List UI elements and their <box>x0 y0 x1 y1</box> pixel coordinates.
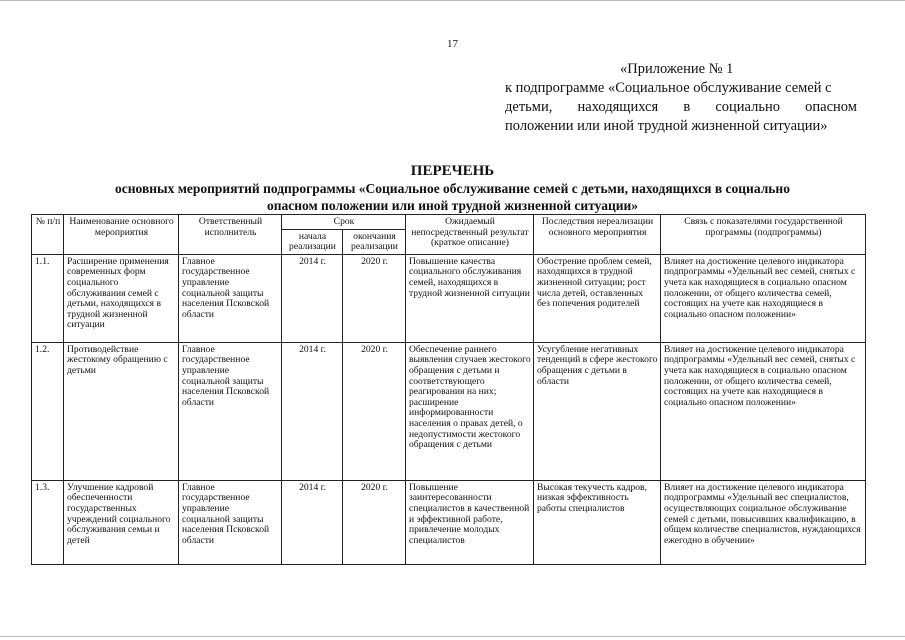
header-name: Наименование основного мероприятия <box>64 215 179 255</box>
cell-executor: Главное государственное управление социальной защиты населения Псковской области <box>179 480 282 564</box>
header-consequences: Последствия нереализации основного мероприятия <box>534 215 661 255</box>
cell-end: 2020 г. <box>343 254 406 342</box>
appendix-line-2 <box>505 98 857 117</box>
appendix-title: «Приложение № 1 <box>620 61 734 77</box>
appendix-word: детьми, <box>505 99 553 115</box>
cell-start: 2014 г. <box>282 254 343 342</box>
page-number: 17 <box>447 38 458 50</box>
table-row <box>32 480 866 564</box>
appendix-word: опасном <box>805 99 857 115</box>
cell-end: 2020 г. <box>343 342 406 480</box>
cell-num: 1.1. <box>32 254 64 342</box>
cell-link: Влияет на достижение целевого индикатора подпрограммы «Удельный вес семей, снятых с учета как находящиеся в социально опасном положении, от общего количества семей, состоящих на учете как находящиеся в социально опасном положении» <box>661 342 866 480</box>
appendix-word: социально <box>715 99 780 115</box>
header-executor: Ответственный исполнитель <box>179 215 282 255</box>
appendix-word: в <box>683 99 691 115</box>
measures-table <box>31 214 866 565</box>
cell-start: 2014 г. <box>282 342 343 480</box>
cell-num: 1.2. <box>32 342 64 480</box>
table-row <box>32 254 866 342</box>
header-link: Связь с показателями государственной программы (подпрограммы) <box>661 215 866 255</box>
cell-name: Улучшение кадровой обеспеченности государственных учреждений социального обслуживания семьи и детей <box>64 480 179 564</box>
page-bottom-edge <box>0 636 905 637</box>
header-result: Ожидаемый непосредственный результат (краткое описание) <box>406 215 534 255</box>
cell-end: 2020 г. <box>343 480 406 564</box>
header-start: начала реализации <box>282 229 343 254</box>
header-term: Срок <box>282 215 406 230</box>
cell-num: 1.3. <box>32 480 64 564</box>
appendix-line-3: положении или иной трудной жизненной ситуации» <box>505 118 828 134</box>
cell-result: Обеспечение раннего выявления случаев жестокого обращения с детьми и соответствующего реагирования на них; расширение информированности населения о правах детей, о недопустимости жестокого обращения с детьми <box>406 342 534 480</box>
cell-link: Влияет на достижение целевого индикатора подпрограммы «Удельный вес семей, снятых с учета как находящиеся в социально опасном положении, от общего количества семей, состоящих на учете как находящиеся в социально опасном положении» <box>661 254 866 342</box>
header-end: окончания реализации <box>343 229 406 254</box>
cell-name: Расширение применения современных форм социального обслуживания семей с детьми, находящихся в трудной жизненной ситуации <box>64 254 179 342</box>
cell-result: Повышение качества социального обслуживания семей, находящихся в трудной жизненной ситуации <box>406 254 534 342</box>
cell-name: Противодействие жестокому обращению с детьми <box>64 342 179 480</box>
cell-result: Повышение заинтересованности специалистов в качественной и эффективной работе, привлечение молодых специалистов <box>406 480 534 564</box>
document-subtitle-line-2: опасном положении или иной трудной жизненной ситуации» <box>266 198 639 213</box>
cell-consequences: Усугубление негативных тенденций в сфере жестокого обращения с детьми в области <box>534 342 661 480</box>
appendix-line-1: к подпрограмме «Социальное обслуживание семей с <box>505 80 832 96</box>
cell-link: Влияет на достижение целевого индикатора подпрограммы «Удельный вес специалистов, осуществляющих социальное обслуживание семей с детьми, повысивших квалификацию, в общем количестве специалистов, нуждающихся ежегодно в обучении» <box>661 480 866 564</box>
page-top-edge <box>0 0 905 1</box>
header-num: № п/п <box>32 215 64 255</box>
document-title: ПЕРЕЧЕНЬ <box>410 163 495 179</box>
appendix-block <box>505 60 857 136</box>
cell-executor: Главное государственное управление социальной защиты населения Псковской области <box>179 342 282 480</box>
table-header-row <box>32 215 866 230</box>
cell-start: 2014 г. <box>282 480 343 564</box>
cell-consequences: Обострение проблем семей, находящихся в трудной жизненной ситуации; рост числа детей, оставленных без попечения родителей <box>534 254 661 342</box>
appendix-word: находящихся <box>577 99 659 115</box>
table-row <box>32 342 866 480</box>
document-subtitle-line-1: основных мероприятий подпрограммы «Социальное обслуживание семей с детьми, находящихся в социально <box>115 181 790 196</box>
cell-executor: Главное государственное управление социальной защиты населения Псковской области <box>179 254 282 342</box>
cell-consequences: Высокая текучесть кадров, низкая эффективность работы специалистов <box>534 480 661 564</box>
